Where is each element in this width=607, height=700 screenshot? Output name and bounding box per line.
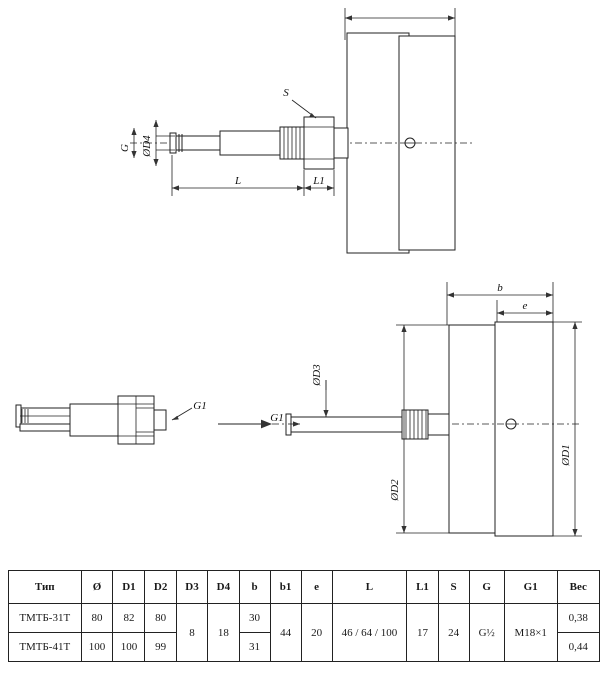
gauge-case-bottom xyxy=(449,325,497,533)
cell-b-2: 31 xyxy=(239,633,270,662)
label-L1: L1 xyxy=(313,175,325,187)
label-b: b xyxy=(497,282,503,294)
specifications-table xyxy=(8,570,600,662)
stem-to-case xyxy=(334,128,348,158)
label-G: G xyxy=(119,144,131,152)
label-D1: ØD1 xyxy=(560,444,572,466)
th-D1: D1 xyxy=(113,571,145,604)
cell-D3-merged: 8 xyxy=(176,604,207,662)
cell-L-merged: 46 / 64 / 100 xyxy=(332,604,407,662)
th-G: G xyxy=(469,571,504,604)
cell-type-2: ТМТБ-41Т xyxy=(9,633,82,662)
stem-body xyxy=(220,131,280,155)
th-L: L xyxy=(332,571,407,604)
cell-b-1: 30 xyxy=(239,604,270,633)
label-D2: ØD2 xyxy=(389,479,401,501)
cell-ves-1: 0,38 xyxy=(557,604,599,633)
th-b: b xyxy=(239,571,270,604)
view-arrow xyxy=(218,420,272,429)
probe-bottom xyxy=(290,417,402,432)
label-D4: ØD4 xyxy=(141,135,153,157)
probe-end-bottom xyxy=(286,414,291,435)
label-e: e xyxy=(522,300,528,312)
cell-D2-2: 99 xyxy=(145,633,176,662)
label-G1-right: G1 xyxy=(270,412,284,424)
gauge-bezel-bottom xyxy=(495,322,553,536)
cell-L1-merged: 17 xyxy=(407,604,438,662)
th-D3: D3 xyxy=(176,571,207,604)
label-S: S xyxy=(283,87,289,99)
th-S: S xyxy=(438,571,469,604)
hex-nut-top xyxy=(304,117,334,169)
leader-G1-left xyxy=(172,408,192,420)
label-L: L xyxy=(234,175,242,187)
cell-D2-1: 80 xyxy=(145,604,176,633)
table-row xyxy=(9,604,600,633)
th-G1: G1 xyxy=(504,571,557,604)
cell-D1-1: 82 xyxy=(113,604,145,633)
dim-D1 xyxy=(553,322,582,536)
cell-D4-merged: 18 xyxy=(208,604,239,662)
label-D3: ØD3 xyxy=(311,364,323,386)
th-type: Тип xyxy=(9,571,82,604)
cell-G-merged: G½ xyxy=(469,604,504,662)
th-D4: D4 xyxy=(208,571,239,604)
label-G1-left: G1 xyxy=(193,400,207,412)
cell-type-1: ТМТБ-31Т xyxy=(9,604,82,633)
th-b1: b1 xyxy=(270,571,301,604)
leader-S xyxy=(292,100,316,118)
cell-G1-merged: M18×1 xyxy=(504,604,557,662)
th-L1: L1 xyxy=(407,571,438,604)
cell-d-1: 80 xyxy=(81,604,113,633)
specifications-table-wrap xyxy=(8,570,600,662)
table-header-row xyxy=(9,571,600,604)
cell-S-merged: 24 xyxy=(438,604,469,662)
th-d: Ø xyxy=(81,571,113,604)
cell-ves-2: 0,44 xyxy=(557,633,599,662)
th-e: e xyxy=(301,571,332,604)
cell-e-merged: 20 xyxy=(301,604,332,662)
stem-collar-bottom xyxy=(428,414,449,435)
cell-D1-2: 100 xyxy=(113,633,145,662)
cell-b1-merged: 44 xyxy=(270,604,301,662)
section-stem-view xyxy=(16,396,166,444)
cell-d-2: 100 xyxy=(81,633,113,662)
th-D2: D2 xyxy=(145,571,176,604)
th-ves: Вес xyxy=(557,571,599,604)
dim-D3 xyxy=(323,380,328,417)
